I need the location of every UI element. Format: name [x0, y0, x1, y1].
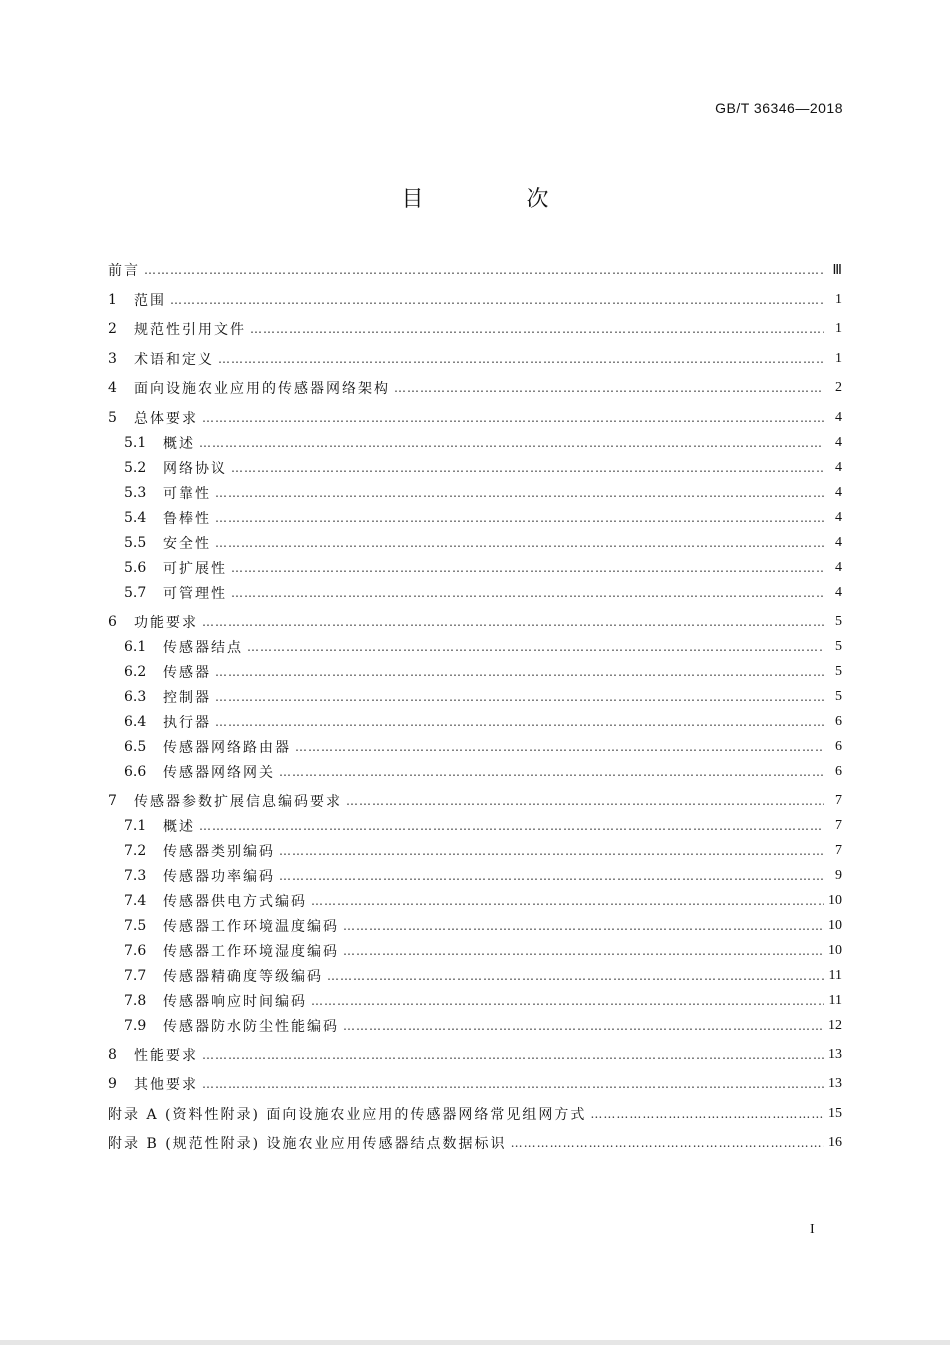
- toc-entry[interactable]: [108, 258, 842, 282]
- toc-entry-label: 传感器类别编码: [163, 843, 275, 860]
- toc-entry[interactable]: [108, 914, 842, 938]
- toc-entry-number: 9: [108, 1076, 117, 1092]
- toc-entry-page: 10: [828, 892, 842, 908]
- toc-entry-number: 7.5: [124, 917, 147, 934]
- toc-leader-dots: [215, 660, 824, 684]
- toc-entry-page: 7: [835, 792, 842, 808]
- toc-entry-number: 3: [108, 350, 117, 367]
- toc-entry-number: 5.4: [124, 509, 147, 526]
- toc-entry-label: 总体要求: [134, 410, 198, 427]
- toc-leader-dots: [202, 1043, 824, 1067]
- toc-leader-dots: [343, 939, 824, 963]
- toc-entry[interactable]: [108, 839, 842, 863]
- toc-entry-label: 概述: [163, 818, 195, 835]
- toc-entry-number: 5.5: [124, 534, 147, 551]
- toc-entry[interactable]: [108, 288, 842, 312]
- toc-entry[interactable]: [108, 481, 842, 505]
- toc-entry-page: 4: [835, 459, 842, 475]
- toc-entry-page: 7: [835, 842, 842, 858]
- toc-entry-label: 规范性引用文件: [134, 322, 246, 338]
- toc-entry-label: 附录 A (资料性附录) 面向设施农业应用的传感器网络常见组网方式: [108, 1106, 587, 1123]
- toc-entry-number: 7.7: [124, 967, 147, 984]
- toc-entry-page: Ⅲ: [832, 262, 842, 278]
- toc-leader-dots: [215, 531, 824, 555]
- toc-entry-page: 1: [835, 291, 842, 307]
- toc-leader-dots: [311, 889, 824, 913]
- toc-entry-page: 11: [828, 992, 842, 1008]
- toc-entry-page: 4: [835, 409, 842, 425]
- toc-entry-page: 5: [835, 613, 842, 629]
- toc-entry-number: 6.4: [124, 713, 147, 730]
- toc-entry-label: 传感器网络路由器: [163, 739, 291, 756]
- toc-entry-page: 4: [835, 509, 842, 525]
- toc-entry-label: 控制器: [163, 689, 211, 706]
- toc-leader-dots: [311, 989, 824, 1013]
- toc-entry-label: 性能要求: [134, 1047, 198, 1064]
- toc-leader-dots: [279, 760, 824, 784]
- toc-entry-page: 15: [828, 1105, 842, 1121]
- toc-entry-page: 10: [828, 942, 842, 958]
- toc-leader-dots: [199, 431, 824, 455]
- toc-entry-label: 传感器功率编码: [163, 868, 275, 885]
- toc-entry-number: 2: [108, 321, 117, 337]
- toc-entry-page: 2: [835, 380, 842, 395]
- toc-entry-page: 6: [835, 763, 842, 779]
- toc-leader-dots: [231, 556, 824, 580]
- toc-entry-label: 传感器防水防尘性能编码: [163, 1018, 339, 1035]
- toc-entry-number: 6.1: [124, 638, 147, 655]
- toc-entry-page: 5: [835, 688, 842, 704]
- toc-leader-dots: [199, 814, 824, 838]
- toc-entry-number: 5.2: [124, 459, 147, 476]
- toc-entry-number: 7.8: [124, 992, 147, 1009]
- toc-leader-dots: [247, 635, 824, 659]
- toc-entry-page: 12: [828, 1017, 842, 1033]
- toc-entry-page: 1: [835, 321, 842, 336]
- toc-entry[interactable]: [108, 1014, 842, 1038]
- toc-entry-label: 功能要求: [134, 614, 198, 631]
- toc-entry-label: 传感器网络网关: [163, 764, 275, 781]
- toc-entry-label: 传感器: [163, 664, 211, 681]
- toc-entry[interactable]: [108, 317, 842, 341]
- toc-entry-label: 执行器: [163, 714, 211, 731]
- toc-entry-number: 6.6: [124, 763, 147, 780]
- toc-entry[interactable]: [108, 556, 842, 580]
- page-title: 目 次: [401, 187, 597, 212]
- toc-entry-number: 5.7: [124, 584, 147, 601]
- toc-entry-label: 前言: [108, 263, 140, 279]
- toc-entry-page: 4: [835, 559, 842, 575]
- toc-entry[interactable]: [108, 1102, 842, 1126]
- toc-entry[interactable]: [108, 635, 842, 659]
- toc-entry-page: 13: [828, 1046, 842, 1062]
- toc-entry-page: 10: [828, 917, 842, 933]
- toc-entry-page: 6: [835, 713, 842, 729]
- toc-entry-label: 传感器精确度等级编码: [163, 968, 323, 985]
- toc-entry-number: 6: [108, 613, 117, 630]
- toc-entry-page: 7: [835, 817, 842, 833]
- toc-entry-label: 概述: [163, 435, 195, 452]
- toc-entry-number: 7.2: [124, 842, 147, 859]
- toc-entry-number: 1: [108, 291, 117, 308]
- toc-leader-dots: [202, 1072, 824, 1096]
- toc-entry-page: 1: [835, 350, 842, 366]
- toc-entry[interactable]: [108, 1072, 842, 1096]
- toc-entry-label: 传感器参数扩展信息编码要求: [134, 793, 342, 810]
- toc-entry-number: 6.5: [124, 738, 147, 755]
- toc-leader-dots: [170, 288, 824, 312]
- toc-entry-page: 13: [828, 1076, 842, 1091]
- toc-entry-label: 安全性: [163, 535, 211, 552]
- toc-entry[interactable]: [108, 710, 842, 734]
- toc-leader-dots: [327, 964, 824, 988]
- toc-entry[interactable]: [108, 1043, 842, 1067]
- toc-entry-number: 8: [108, 1046, 117, 1063]
- toc-leader-dots: [346, 789, 824, 813]
- toc-entry-label: 可扩展性: [163, 560, 227, 577]
- toc-leader-dots: [202, 406, 824, 430]
- toc-leader-dots: [144, 258, 824, 282]
- toc-entry[interactable]: [108, 610, 842, 634]
- toc-entry-number: 5.1: [124, 434, 147, 451]
- toc-leader-dots: [215, 685, 824, 709]
- toc-entry-number: 7.9: [124, 1017, 147, 1034]
- toc-entry-page: 4: [835, 434, 842, 450]
- toc-entry-page: 6: [835, 738, 842, 754]
- toc-leader-dots: [231, 456, 824, 480]
- toc-entry-number: 5: [108, 409, 117, 426]
- toc-entry-label: 传感器响应时间编码: [163, 993, 307, 1010]
- toc-entry-number: 7.1: [124, 817, 147, 834]
- toc-entry[interactable]: [108, 431, 842, 455]
- toc-entry[interactable]: [108, 939, 842, 963]
- toc-entry-page: 4: [835, 584, 842, 600]
- toc-entry[interactable]: [108, 531, 842, 555]
- toc-entry-label: 术语和定义: [134, 351, 214, 368]
- toc-entry[interactable]: [108, 581, 842, 605]
- toc-entry-number: 7.6: [124, 942, 147, 959]
- toc-entry-label: 传感器供电方式编码: [163, 893, 307, 910]
- toc-entry[interactable]: [108, 376, 842, 400]
- toc-entry-number: 7.4: [124, 892, 147, 909]
- toc-leader-dots: [343, 1014, 824, 1038]
- footer-page-number: I: [810, 1222, 815, 1237]
- toc-entry-number: 7.3: [124, 867, 147, 884]
- toc-entry[interactable]: [108, 814, 842, 838]
- toc-entry[interactable]: [108, 789, 842, 813]
- toc-entry-page: 4: [835, 484, 842, 500]
- toc-entry[interactable]: [108, 456, 842, 480]
- toc-leader-dots: [215, 506, 824, 530]
- toc-entry-number: 5.6: [124, 559, 147, 576]
- toc-entry-page: 16: [828, 1135, 842, 1150]
- toc-entry-page: 4: [835, 534, 842, 550]
- toc-entry[interactable]: [108, 889, 842, 913]
- toc-entry[interactable]: [108, 506, 842, 530]
- toc-entry-label: 附录 B (规范性附录) 设施农业应用传感器结点数据标识: [108, 1136, 507, 1152]
- toc-entry-label: 可管理性: [163, 585, 227, 602]
- toc-leader-dots: [279, 839, 824, 863]
- toc-leader-dots: [295, 735, 824, 759]
- toc-entry-number: 6.2: [124, 663, 147, 680]
- toc-entry[interactable]: [108, 989, 842, 1013]
- toc-entry-label: 传感器工作环境湿度编码: [163, 943, 339, 960]
- toc-entry[interactable]: [108, 760, 842, 784]
- toc-entry-label: 传感器工作环境温度编码: [163, 918, 339, 935]
- standard-code: GB/T 36346—2018: [715, 100, 843, 116]
- toc-entry-number: 7: [108, 792, 117, 809]
- toc-entry-label: 鲁棒性: [163, 510, 211, 527]
- toc-leader-dots: [590, 1102, 824, 1126]
- toc-leader-dots: [279, 864, 824, 888]
- toc-entry[interactable]: [108, 347, 842, 371]
- toc-entry[interactable]: [108, 406, 842, 430]
- toc-entry-number: 4: [108, 380, 117, 396]
- toc-leader-dots: [343, 914, 824, 938]
- toc-entry-label: 范围: [134, 292, 166, 309]
- toc-leader-dots: [218, 347, 824, 371]
- toc-entry[interactable]: [108, 964, 842, 988]
- toc-entry[interactable]: [108, 1131, 842, 1155]
- toc-leader-dots: [511, 1131, 824, 1155]
- toc-leader-dots: [215, 481, 824, 505]
- toc-leader-dots: [215, 710, 824, 734]
- toc-leader-dots: [250, 317, 824, 341]
- toc-entry-label: 传感器结点: [163, 639, 243, 656]
- toc-entry-label: 可靠性: [163, 485, 211, 502]
- toc-entry-label: 面向设施农业应用的传感器网络架构: [134, 381, 390, 397]
- toc-entry-page: 11: [828, 967, 842, 983]
- page-bottom-edge: [0, 1340, 950, 1345]
- toc-entry[interactable]: [108, 735, 842, 759]
- toc-leader-dots: [202, 610, 824, 634]
- toc-entry-page: 5: [835, 638, 842, 654]
- toc-entry-label: 其他要求: [134, 1077, 198, 1093]
- toc-entry[interactable]: [108, 864, 842, 888]
- toc-entry[interactable]: [108, 685, 842, 709]
- toc-leader-dots: [231, 581, 824, 605]
- toc-entry-number: 6.3: [124, 688, 147, 705]
- toc-entry-page: 9: [835, 867, 842, 883]
- toc-entry-number: 5.3: [124, 484, 147, 501]
- toc-leader-dots: [394, 376, 824, 400]
- toc-entry-label: 网络协议: [163, 460, 227, 477]
- toc-entry[interactable]: [108, 660, 842, 684]
- toc-entry-page: 5: [835, 663, 842, 679]
